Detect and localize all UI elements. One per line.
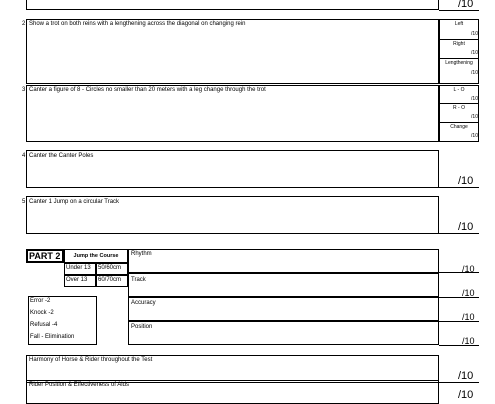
item-4-score: /10 xyxy=(458,175,474,187)
item-2-text: Show a trot on both reins with a lengthening across the diagonal on changing rein xyxy=(29,21,246,27)
criteria-rhythm-label: Rhythm xyxy=(131,251,152,257)
criteria-accuracy-score: /10 xyxy=(462,312,475,322)
item-5-score-line xyxy=(439,233,479,234)
harmony-score-line xyxy=(439,382,479,383)
top-row-score-line xyxy=(439,10,479,11)
top-row-score: /10 xyxy=(458,0,474,10)
top-row-box xyxy=(26,0,439,10)
height-over-age: Over 13 xyxy=(66,277,88,283)
item-2-number: 2 xyxy=(22,21,26,27)
item-3-lo-score: /10 xyxy=(471,96,478,102)
item-3-change-label: Change xyxy=(450,124,468,130)
item-3-text: Canter a figure of 8 - Circles no smaller than 20 meters with a leg change through the trot xyxy=(29,87,266,93)
criteria-accuracy-label: Accuracy xyxy=(131,300,156,306)
item-3-lo-label: L - O xyxy=(453,87,465,93)
item-4-text: Canter the Canter Poles xyxy=(29,153,94,159)
item-2-left-label: Left xyxy=(454,21,464,27)
item-3-change-score: /10 xyxy=(471,133,478,139)
item-3-ro-score: /10 xyxy=(471,114,478,120)
item-2-box xyxy=(26,19,439,84)
criteria-track-box xyxy=(128,273,439,297)
penalty-error: Error -2 xyxy=(30,298,51,304)
height-under-value: 50/60cm xyxy=(98,265,122,271)
item-3-number: 3 xyxy=(22,87,26,93)
criteria-rhythm-box xyxy=(128,249,439,273)
item-2-right-label: Right xyxy=(453,41,465,47)
height-over-value: 60/70cm xyxy=(98,277,122,283)
item-3-divider-1 xyxy=(439,103,479,104)
criteria-accuracy-box xyxy=(128,297,439,321)
harmony-score: /10 xyxy=(458,370,474,382)
rider-position-label: Rider Position & Effectiveness of Aids xyxy=(29,382,129,388)
harmony-label: Harmony of Horse & Rider throughout the Test xyxy=(29,357,153,363)
criteria-track-score: /10 xyxy=(462,288,475,298)
rider-position-score: /10 xyxy=(458,389,474,401)
item-5-number: 5 xyxy=(22,199,26,205)
item-2-divider-1 xyxy=(439,39,479,40)
criteria-position-box xyxy=(128,321,439,345)
height-under-age: Under 13 xyxy=(66,265,91,271)
item-5-text: Canter 1 Jump on a circular Track xyxy=(29,199,120,205)
part2-title: PART 2 xyxy=(29,251,61,261)
item-3-ro-label: R - O xyxy=(453,105,465,111)
item-2-lengthening-score: /10 xyxy=(471,70,478,76)
item-3-divider-2 xyxy=(439,122,479,123)
criteria-rhythm-score: /10 xyxy=(462,264,475,274)
item-5-score: /10 xyxy=(458,221,474,233)
item-2-lengthening-label: Lengthening xyxy=(445,60,473,66)
penalty-knock: Knock -2 xyxy=(30,310,54,316)
criteria-position-score: /10 xyxy=(462,336,475,346)
part2-subtitle: Jump the Course xyxy=(73,253,119,259)
item-4-number: 4 xyxy=(22,153,26,159)
item-2-divider-2 xyxy=(439,58,479,59)
item-2-right-score: /10 xyxy=(471,50,478,56)
item-2-left-score: /10 xyxy=(471,31,478,37)
criteria-position-label: Position xyxy=(131,324,153,330)
penalty-refusal: Refusal -4 xyxy=(30,322,58,328)
criteria-track-label: Track xyxy=(131,277,146,283)
item-4-score-line xyxy=(439,187,479,188)
penalty-fall: Fall - Elimination xyxy=(30,334,75,340)
